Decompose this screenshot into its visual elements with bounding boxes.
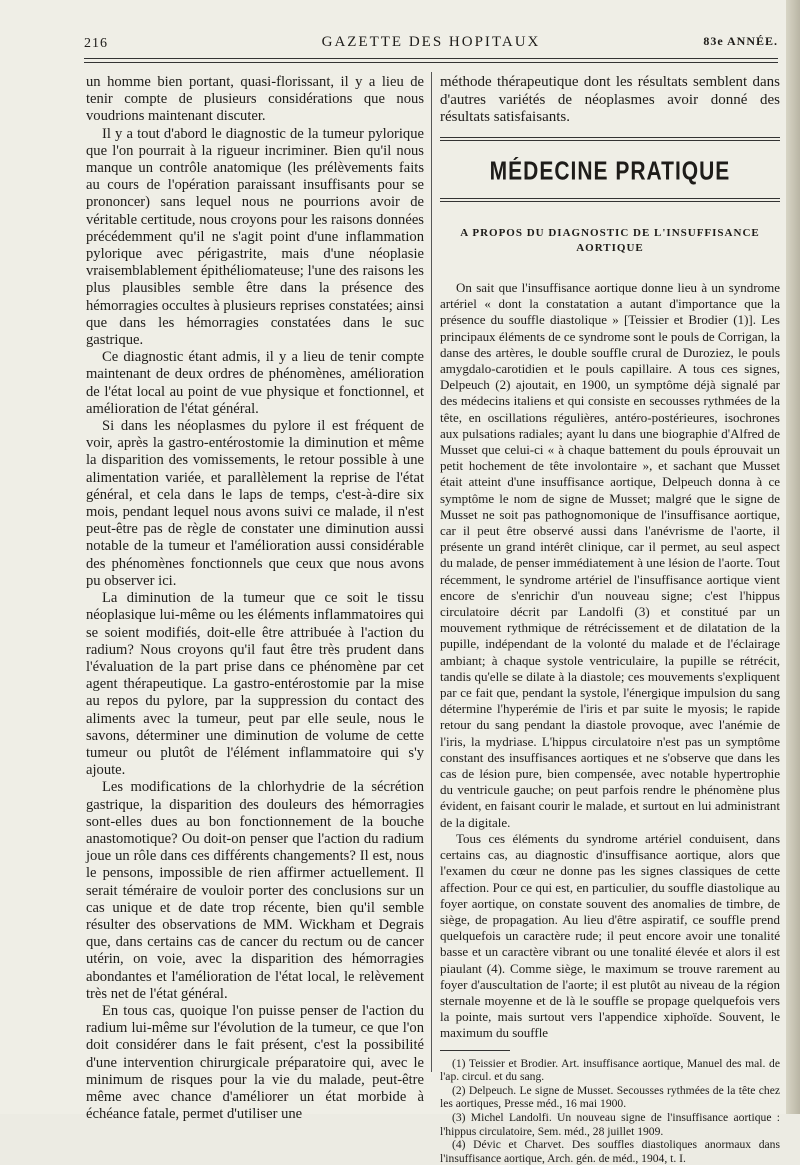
subtitle-line: A PROPOS DU DIAGNOSTIC DE L'INSUFFISANCE [460, 226, 760, 239]
section-rule-bottom [440, 198, 780, 202]
right-column [440, 74, 780, 1165]
left-paragraph: Il y a tout d'abord le diagnostic de la tumeur pylorique que l'on pourrait à la rigueur incriminer. Bien qu'il nous manque un contrôle anatomique (les prélèvements faits au cours de l'opération paraissant insuffisants pour se prononcer) sans lequel nous ne pourrions avoir de véritable certitude, nous croyons pour les raisons données précédemment qu'il ne s'agit point d'une inflammation pylorique avec périgastrite, mais d'une néoplasie vraisemblablement épithéliomateuse; l'une des raisons les plus plausibles semble être dans la présence des hémorragies occultes à plusieurs reprises constatées; ainsi que dans les hémorragies constatées dans le suc gastrique. [86, 125, 424, 349]
left-paragraph: Les modifications de la chlorhydrie de la sécrétion gastrique, la disparition des douleurs des hémorragies sont-elles dues au bon fonctionnement de la bouche anastomotique? Ou doit-on penser que l'action du radium joue un rôle dans ces différents changements? Il est, nous le pensons, impossible de rien affirmer actuellement. Il serait téméraire de vouloir porter des conclusions sur un cas unique et de date trop récente, bien qu'il semble résulter des observations de MM. Wickham et Degrais que, dans certains cas de cancer du rectum ou de cancer utérin, on voie, avec la disparition des hémorragies abondantes et l'amélioration de l'état local, le relèvement très net de l'état général. [86, 779, 424, 1002]
footnote: (3) Michel Landolfi. Un nouveau signe de l'insuffisance aortique : l'hippus circulatoire, Sem. méd., 28 juillet 1909. [440, 1110, 780, 1138]
year-label: 83e ANNÉE. [703, 34, 778, 48]
left-paragraph: un homme bien portant, quasi-florissant, il y a lieu de tenir compte de plusieurs considérations que nous voudrions maintenant discuter. [86, 74, 424, 125]
subtitle-line: AORTIQUE [576, 241, 644, 254]
left-paragraph: En tous cas, quoique l'on puisse penser de l'action du radium lui-même sur l'évolution de la tumeur, ce que l'on doit considérer dans le fait présent, c'est la possibilité d'une intervention chirurgicale préparatoire qui, avec le minimum de risques pour la vie du malade, peut-être même avec chance d'améliorer un état morbide à échéance fatale, permet d'utiliser une [86, 1002, 424, 1123]
journal-title: GAZETTE DES HOPITAUX [321, 34, 541, 50]
article-subtitle [440, 226, 780, 256]
article-body [440, 280, 780, 1042]
article-paragraph: Tous ces éléments du syndrome artériel conduisent, dans certains cas, au diagnostic d'insuffisance aortique, alors que l'examen du cœur ne donne pas les signes classiques de cette affection. Pour ce qui est, en particulier, du souffle diastolique au foyer aortique, on constate souvent des anomalies de timbre, de siège, de propagation. Au lieu d'être aspiratif, ce souffle prend quelquefois un caractère rude; il peut encore avoir une tonalité basse et un caractère vibrant ou une tonalité élevée et alors il est piaulant (4). Comme siège, le maximum se trouve rarement au foyer d'auscultation de l'aorte; il est plutôt au niveau de la région sternale moyenne et de là le souffle se propage quelquefois vers la pointe, mais surtout vers l'appendice xiphoïde. Souvent, le maximum du souffle [440, 830, 780, 1041]
column-separator [431, 72, 432, 1072]
left-paragraph: Ce diagnostic étant admis, il y a lieu de tenir compte maintenant de deux ordres de phénomènes, amélioration de l'état local au point de vue physique et fonctionnel, et amélioration de l'état général. [86, 349, 424, 417]
header-rule-2 [84, 62, 778, 63]
section-title: MÉDECINE PRATIQUE [489, 156, 731, 186]
section-rule-top [440, 137, 780, 141]
footnote: (4) Dévic et Charvet. Des souffles diastoliques anormaux dans l'insuffisance aortique, Arch. gén. de méd., 1904, t. I. [440, 1138, 780, 1165]
continued-text: méthode thérapeutique dont les résultats semblent dans d'autres variétés de néoplasmes avoir donné des résultats satisfaisants. [440, 74, 780, 126]
left-paragraph: Si dans les néoplasmes du pylore il est fréquent de voir, après la gastro-entérostomie la diminution et même la disparition des vomissements, le retour possible à une alimentation variée, et parallèlement la reprise de l'état général, et cela dans le laps de temps, c'est-à-dire six mois, pendant lequel nous avons suivi ce malade, il n'est peut-être pas de règle de constater une diminution aussi notable de la tumeur et l'amélioration aussi considérable des phénomènes fonctionnels que ceux que nous avons pu observer ici. [86, 418, 424, 589]
footnote: (1) Teissier et Brodier. Art. insuffisance aortique, Manuel des mal. de l'ap. circul. et du sang. [440, 1056, 780, 1084]
footnote-rule [440, 1050, 510, 1051]
page-number: 216 [84, 36, 108, 51]
article-paragraph: On sait que l'insuffisance aortique donne lieu à un syndrome artériel « dont la constatation a autant d'importance que la présence du souffle diastolique » [Teissier et Brodier (1)]. Les principaux éléments de ce syndrome sont le pouls de Corrigan, la danse des artères, le double souffle crural de Duroziez, le pouls amygdalo-carotidien et le pouls capillaire. A tous ces signes, Delpeuch (2) ajoutait, en 1900, un symptôme déjà signalé par des médecins italiens et qui consiste en secousses rythmées de la tête, en oscillations régulières, antéro-postérieures, isochrones aux pulsations radiales; ayant lu dans une biographie d'Alfred de Musset que celui-ci « à chaque battement du pouls éprouvait un petit hochement de tête involontaire », et sachant que Musset était atteint d'une insuffisance aortique, Delpeuch donna à ce symptôme le nom de signe de Musset; malgré que le signe de Musset ne soit pas pathognomonique de l'insuffisance aortique, car il peut être observé aussi dans l'anévrisme de l'aorte, il présente un grand intérêt clinique, car il permet, au seul aspect du malade, de penser immédiatement à une lésion de l'aorte. Tout récemment, le syndrome artériel de l'insuffisance aortique vient encore de s'enrichir d'un nouveau signe; c'est l'hippus circulatoire décrit par Landolfi (3) et constitué par un mouvement rythmique de rétrécissement et de dilatation de la pupille, indépendant de la volonté du malade et de l'éclairage ambiant; à chaque systole ventriculaire, la pupille se rétrécit, tandis qu'elle se dilate à la diastole; ces mouvements s'expliquent par ce fait que, pendant la systole, l'énergique impulsion du sang détermine l'hyperémie de l'iris et par suite le myosis; le rapide retour du sang pendant la diastole provoque, avec l'anémie de l'iris, la mydriase. L'hippus circulatoire n'est pas un symptôme constant des insuffisances aortiques et ne s'observe que dans les cas de lésion pure, bien compensée, avec notable hypertrophie du ventricule gauche; on peut parfois rendre le phénomène plus évident, en faisant courir le malade, et surtout en lui administrant de la digitale. [440, 279, 780, 830]
footnotes [440, 1057, 780, 1165]
left-column [86, 74, 424, 1123]
header-rule [84, 58, 778, 59]
footnote: (2) Delpeuch. Le signe de Musset. Secousses rythmées de la tête chez les aortiques, Presse méd., 16 mai 1900. [440, 1083, 780, 1111]
page-edge [786, 0, 800, 1114]
left-paragraph: La diminution de la tumeur que ce soit le tissu néoplasique lui-même ou les éléments inflammatoires qui se soient modifiés, doit-elle être attribuée à l'action du radium? Nous croyons qu'il faut être très prudent dans l'évaluation de la part prise dans ce phénomène par cet agent thérapeutique. La gastro-entérostomie par la mise au repos du pylore, par la suppression du contact des aliments avec la tumeur, peut par elle seule, nous le savons, déterminer une diminution de volume de cette tumeur ou plutôt de l'élément inflammatoire qui s'y ajoute. [86, 590, 424, 779]
page-header [84, 30, 778, 54]
